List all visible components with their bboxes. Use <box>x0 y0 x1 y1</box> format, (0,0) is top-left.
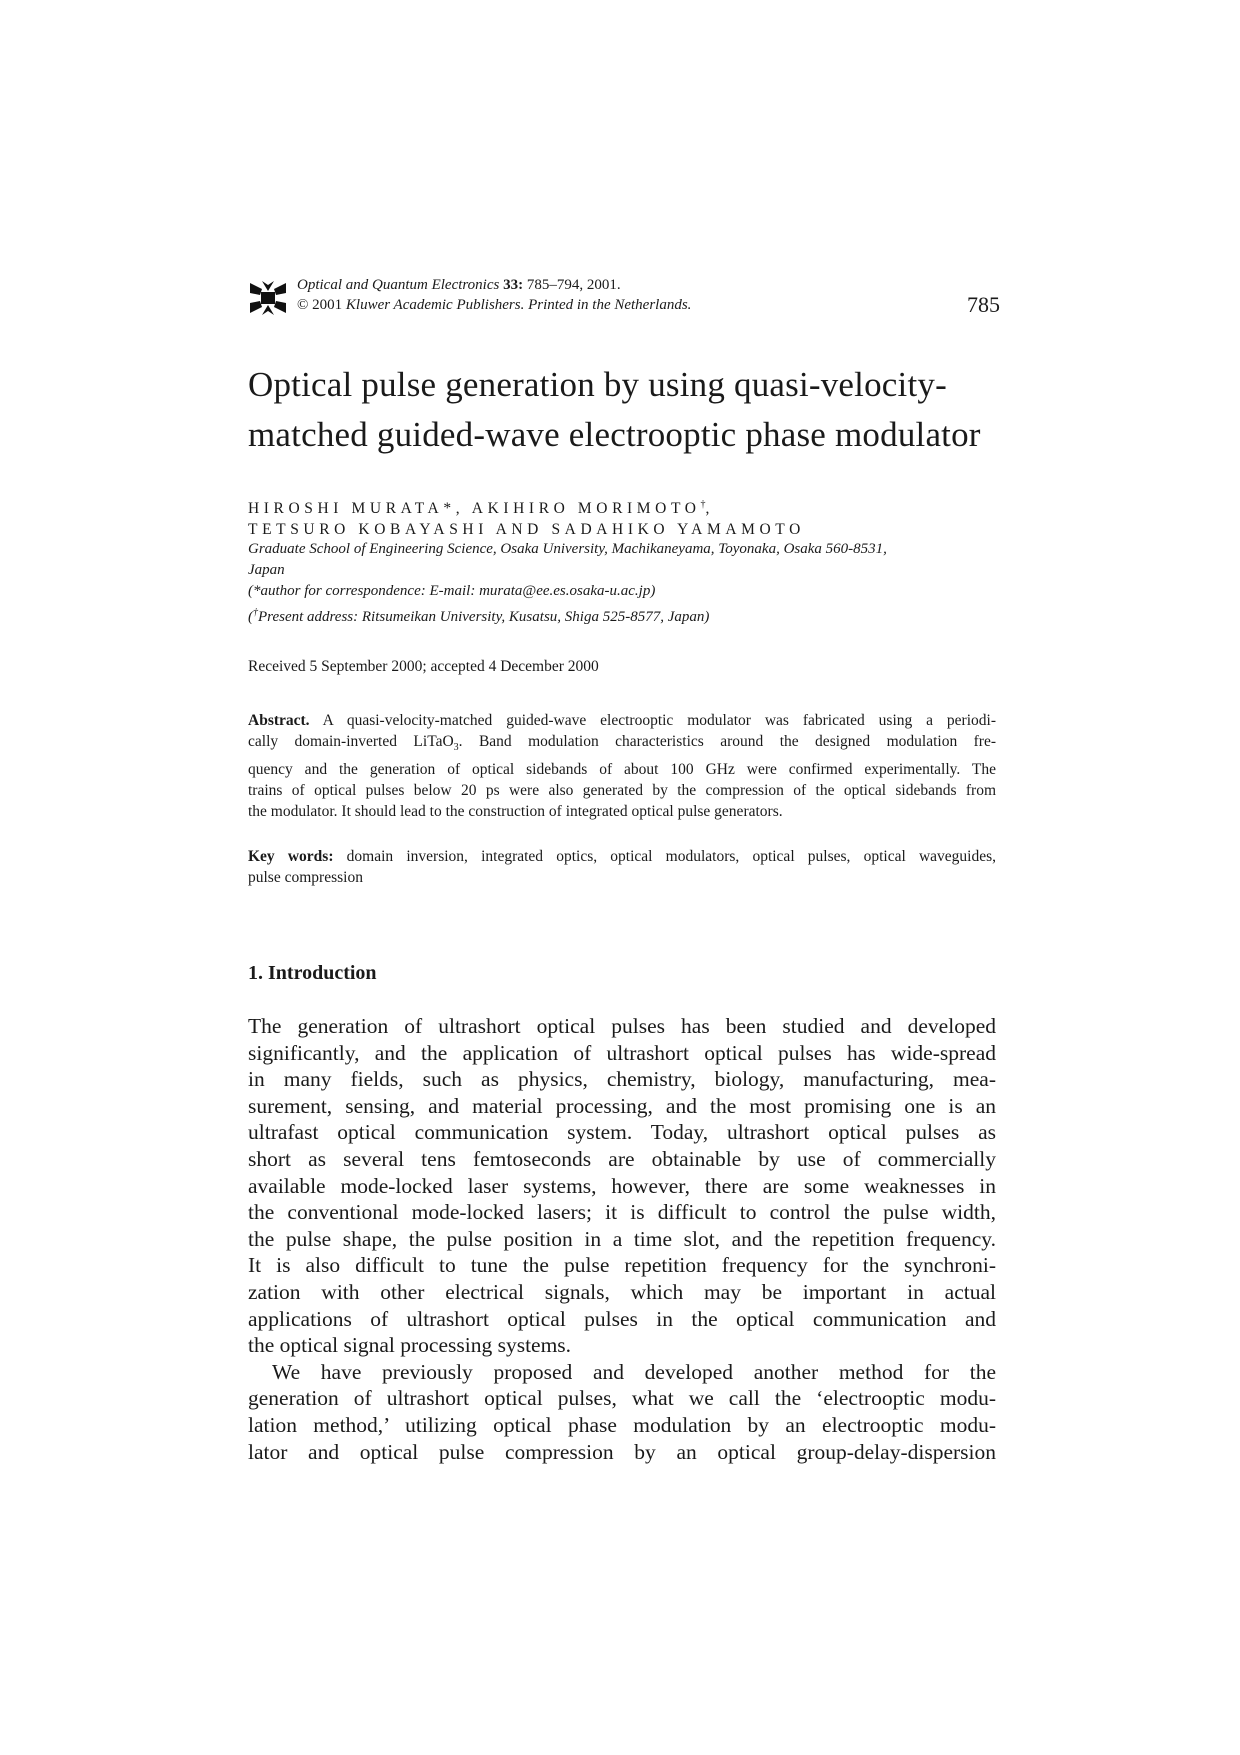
body-line: ultrafast optical communication system. Today, ultrashort optical pulses as <box>248 1120 996 1145</box>
copyright-symbol: © <box>297 297 309 313</box>
journal-citation <box>297 275 917 315</box>
keywords-line: pulse compression <box>248 869 363 887</box>
body-line: The generation of ultrashort optical pulses has been studied and developed <box>248 1014 996 1038</box>
body-line: the pulse shape, the pulse position in a time slot, and the repetition frequency. <box>248 1226 996 1251</box>
dagger-mark-2: † <box>253 607 258 618</box>
abstract-line <box>248 731 996 758</box>
page-number: 785 <box>967 292 1000 317</box>
body-line: generation of ultrashort optical pulses, what we call the ‘electrooptic modu- <box>248 1386 996 1411</box>
body-line: We have previously proposed and developed another method for the <box>272 1359 996 1384</box>
paper-title <box>248 360 1008 460</box>
copyright-line <box>297 295 917 315</box>
title-line-1: Optical pulse generation by using quasi-velocity- <box>248 365 947 404</box>
body-line: in many fields, such as physics, chemistry, biology, manufacturing, mea- <box>248 1067 996 1092</box>
body-line: surement, sensing, and material processing, and the most promising one is an <box>248 1093 996 1118</box>
author-line-2: TETSURO KOBAYASHI AND SADAHIKO YAMAMOTO <box>248 521 805 539</box>
abstract-text-2b: . Band modulation characteristics around the designed modulation fre- <box>458 733 996 751</box>
author-list <box>248 494 805 540</box>
section-heading: 1. Introduction <box>248 962 377 984</box>
present-address-text: Present address: Ritsumeikan University, Kusatsu, Shiga 525-8577, Japan) <box>258 609 710 625</box>
keywords-text-1: domain inversion, integrated optics, optical modulators, optical pulses, optical waveguides, <box>333 848 996 865</box>
keywords <box>248 846 996 888</box>
title-line-2: matched guided-wave electrooptic phase modulator <box>248 415 981 454</box>
body-line: significantly, and the application of ultrashort optical pulses has wide-spread <box>248 1040 996 1065</box>
abstract-text-1: A quasi-velocity-matched guided-wave electrooptic modulator was fabricated using a periodi- <box>309 712 996 729</box>
received-date: Received 5 September 2000; accepted 4 December 2000 <box>248 658 599 675</box>
journal-name: Optical and Quantum Electronics <box>297 277 500 293</box>
keywords-line <box>248 846 996 867</box>
body-line: the conventional mode-locked lasers; it is difficult to control the pulse width, <box>248 1200 996 1225</box>
present-address-line <box>248 602 1003 628</box>
author-comma: , <box>705 500 715 518</box>
affiliation-line-1: Graduate School of Engineering Science, Osaka University, Machikaneyama, Toyonaka, Osaka 560-8531, <box>248 541 887 557</box>
body-text <box>248 1013 996 1465</box>
affiliation <box>248 539 1003 628</box>
abstract-text-2a: cally domain-inverted LiTaO <box>248 733 454 751</box>
body-line: zation with other electrical signals, which may be important in actual <box>248 1279 996 1304</box>
author-names-1: HIROSHI MURATA*, AKIHIRO MORIMOTO <box>248 500 701 518</box>
correspondence-line: (*author for correspondence: E-mail: murata@ee.es.osaka-u.ac.jp) <box>248 583 656 599</box>
journal-volume: 33: <box>503 277 524 293</box>
journal-pages-year: 785–794, 2001. <box>523 277 621 293</box>
body-line: It is also difficult to tune the pulse repetition frequency for the synchroni- <box>248 1253 996 1278</box>
abstract-line <box>248 710 996 731</box>
publisher-text: Kluwer Academic Publishers. Printed in the Netherlands. <box>345 297 692 313</box>
body-line: available mode-locked laser systems, however, there are some weaknesses in <box>248 1173 996 1198</box>
body-line: short as several tens femtoseconds are obtainable by use of commercially <box>248 1146 996 1171</box>
journal-line <box>297 275 917 295</box>
abstract-line: trains of optical pulses below 20 ps were also generated by the compression of the optical sidebands from <box>248 781 996 799</box>
dagger-mark: † <box>700 499 706 510</box>
affiliation-line-2: Japan <box>248 562 285 578</box>
abstract-label: Abstract. <box>248 712 310 729</box>
kluwer-logo-icon <box>248 279 288 317</box>
body-line: lator and optical pulse compression by an optical group-delay-dispersion <box>248 1439 996 1464</box>
keywords-label: Key words: <box>248 848 334 865</box>
abstract-line: quency and the generation of optical sidebands of about 100 GHz were confirmed experimentally. The <box>248 760 996 778</box>
subscript-3: 3 <box>453 742 459 754</box>
body-line: the optical signal processing systems. <box>248 1333 572 1358</box>
body-line: applications of ultrashort optical pulses in the optical communication and <box>248 1306 996 1331</box>
body-line: lation method,’ utilizing optical phase modulation by an electrooptic modu- <box>248 1412 996 1437</box>
abstract <box>248 710 996 822</box>
abstract-line: the modulator. It should lead to the construction of integrated optical pulse generators. <box>248 802 783 820</box>
author-line-1 <box>248 494 805 519</box>
paren-open: ( <box>248 609 253 625</box>
copyright-year: 2001 <box>308 297 346 313</box>
